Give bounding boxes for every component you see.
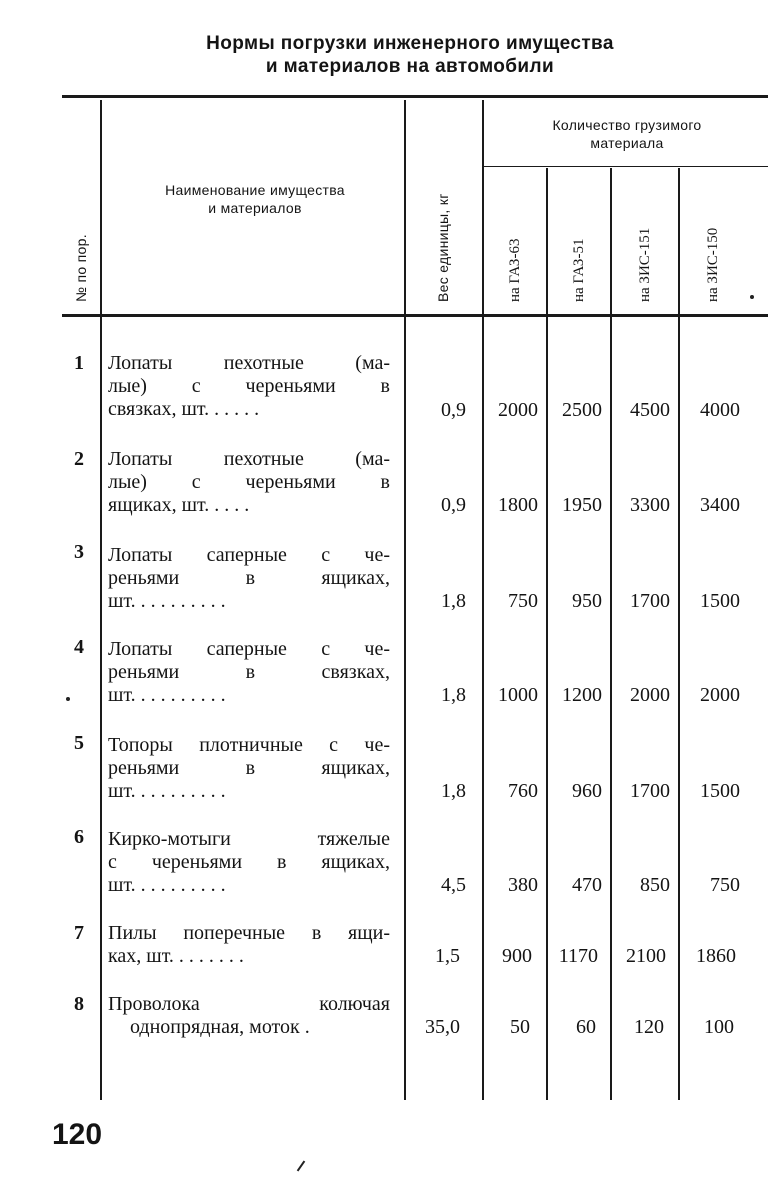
row-value-gaz51: 470: [572, 874, 602, 896]
row-value-gaz51: 2500: [562, 399, 602, 421]
row-value-gaz51: 1950: [562, 494, 602, 516]
row-value-gaz63: 50: [510, 1016, 530, 1038]
title-line-2: и материалов на автомобили: [265, 56, 555, 77]
row-number: 2: [74, 448, 84, 470]
row-name-line: Пилы поперечные в ящи-: [108, 922, 390, 944]
row-weight: 1,8: [441, 684, 466, 706]
header-quantity: [488, 116, 766, 152]
row-number: 8: [74, 993, 84, 1015]
row-weight: 0,9: [441, 494, 466, 516]
row-name: [108, 544, 390, 613]
row-value-zis150: 3400: [700, 494, 740, 516]
row-name-line: шт. . . . . . . . . .: [108, 590, 226, 612]
row-name-line: шт. . . . . . . . . .: [108, 874, 226, 896]
row-name-line: лые) с череньями в: [108, 471, 390, 493]
title-line-1: Нормы погрузки инженерного имущества: [206, 33, 614, 54]
row-number: 5: [74, 732, 84, 754]
row-name-line: с череньями в ящиках,: [108, 851, 390, 873]
row-value-zis151: 2000: [630, 684, 670, 706]
row-name-line: связках, шт. . . . . .: [108, 398, 260, 420]
row-name: [108, 448, 390, 517]
row-name-line: ящиках, шт. . . . .: [108, 494, 250, 516]
row-value-gaz63: 750: [508, 590, 538, 612]
row-weight: 1,5: [435, 945, 460, 967]
column-divider-number: [100, 100, 102, 1100]
row-name-line: ках, шт. . . . . . . .: [108, 945, 244, 967]
row-number: 4: [74, 636, 84, 658]
quantity-header-rule: [484, 166, 768, 167]
row-name-line: Проволока колючая: [108, 993, 390, 1015]
row-value-gaz63: 1800: [498, 494, 538, 516]
header-name-line-1: Наименование имущества: [165, 182, 345, 198]
header-name-line-2: и материалов: [208, 200, 302, 216]
header-bottom-rule: [62, 314, 768, 317]
row-value-gaz63: 1000: [498, 684, 538, 706]
row-value-zis151: 2100: [626, 945, 666, 967]
row-name-line: Лопаты саперные с че-: [108, 544, 390, 566]
row-name-line: шт. . . . . . . . . .: [108, 684, 226, 706]
row-value-zis150: 2000: [700, 684, 740, 706]
page-title: [60, 32, 760, 78]
row-number: 3: [74, 541, 84, 563]
row-name-line: Лопаты пехотные (ма-: [108, 448, 390, 470]
row-name: [108, 638, 390, 707]
row-name: [108, 352, 390, 421]
column-divider-weight: [482, 100, 484, 1100]
row-value-zis151: 3300: [630, 494, 670, 516]
row-number: 7: [74, 922, 84, 944]
row-value-zis151: 1700: [630, 590, 670, 612]
row-number: 6: [74, 826, 84, 848]
row-name: [108, 993, 390, 1039]
row-value-zis150: 1500: [700, 590, 740, 612]
scan-speck: [750, 295, 754, 299]
row-weight: 35,0: [425, 1016, 460, 1038]
row-value-gaz63: 760: [508, 780, 538, 802]
row-name: [108, 828, 390, 897]
row-value-zis151: 120: [634, 1016, 664, 1038]
row-weight: 1,8: [441, 590, 466, 612]
row-name-line: Топоры плотничные с че-: [108, 734, 390, 756]
row-value-gaz51: 950: [572, 590, 602, 612]
row-weight: 4,5: [441, 874, 466, 896]
row-value-zis151: 4500: [630, 399, 670, 421]
row-name: [108, 734, 390, 803]
row-name-line: лые) с череньями в: [108, 375, 390, 397]
header-vehicle-zis150: на ЗИС-150: [705, 227, 721, 302]
row-weight: 1,8: [441, 780, 466, 802]
scan-speck: [297, 1161, 306, 1172]
row-value-gaz63: 900: [502, 945, 532, 967]
row-value-gaz51: 1200: [562, 684, 602, 706]
row-value-zis151: 850: [640, 874, 670, 896]
row-name-line: Кирко-мотыги тяжелые: [108, 828, 390, 850]
row-name: [108, 922, 390, 968]
header-quantity-line-1: Количество грузимого: [552, 117, 702, 133]
row-value-gaz51: 60: [576, 1016, 596, 1038]
row-value-zis150: 1500: [700, 780, 740, 802]
header-name: [112, 181, 398, 217]
row-name-line: реньями в ящиках,: [108, 567, 390, 589]
column-divider-name: [404, 100, 406, 1100]
table-top-rule: [62, 95, 768, 98]
row-name-line: однопрядная, моток .: [130, 1016, 310, 1038]
row-name-line: реньями в связках,: [108, 661, 390, 683]
row-value-gaz51: 1170: [558, 945, 598, 967]
row-value-gaz63: 2000: [498, 399, 538, 421]
row-value-zis150: 100: [704, 1016, 734, 1038]
row-value-gaz63: 380: [508, 874, 538, 896]
row-value-zis150: 4000: [700, 399, 740, 421]
header-vehicle-zis151: на ЗИС-151: [637, 227, 653, 302]
scan-speck: [66, 697, 70, 701]
row-weight: 0,9: [441, 399, 466, 421]
row-name-line: Лопаты саперные с че-: [108, 638, 390, 660]
row-value-zis150: 750: [710, 874, 740, 896]
row-number: 1: [74, 352, 84, 374]
header-weight: Вес единицы, кг: [435, 193, 451, 302]
row-value-zis150: 1860: [696, 945, 736, 967]
page-number: 120: [52, 1118, 103, 1151]
row-value-gaz51: 960: [572, 780, 602, 802]
header-number: № по пор.: [73, 234, 89, 302]
header-vehicle-gaz51: на ГАЗ-51: [571, 238, 587, 302]
row-name-line: шт. . . . . . . . . .: [108, 780, 226, 802]
row-name-line: Лопаты пехотные (ма-: [108, 352, 390, 374]
header-quantity-line-2: материала: [590, 135, 664, 151]
row-value-zis151: 1700: [630, 780, 670, 802]
header-vehicle-gaz63: на ГАЗ-63: [507, 238, 523, 302]
row-name-line: реньями в ящиках,: [108, 757, 390, 779]
